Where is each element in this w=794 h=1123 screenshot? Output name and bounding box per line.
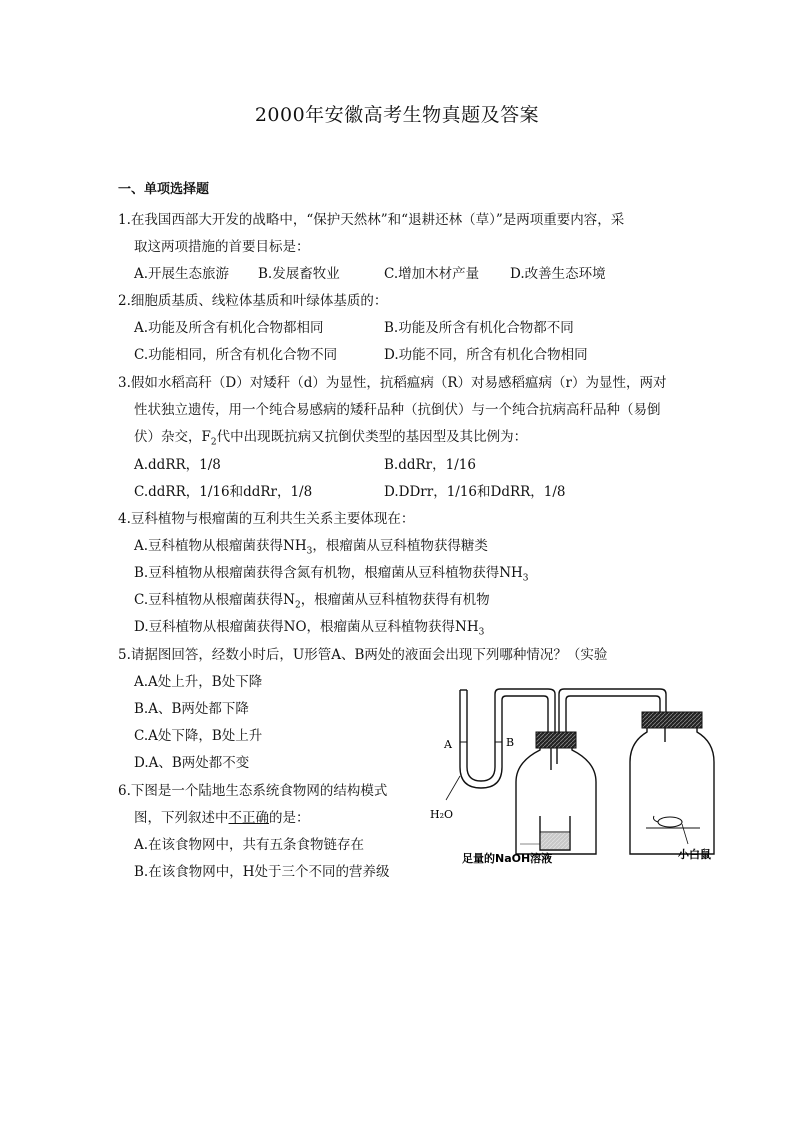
q3-option-a: A.ddRR，1/8: [134, 457, 221, 473]
right-bottle: [630, 726, 714, 854]
q3-stem-line2: 性状独立遗传，用一个纯合易感病的矮秆品种（抗倒伏）与一个纯合抗病高秆品种（易倒: [134, 402, 661, 418]
q6-stem-line1: 6.下图是一个陆地生态系统食物网的结构模式: [118, 783, 388, 799]
mouse-icon: [658, 817, 682, 827]
q2-stem: 2.细胞质基质、线粒体基质和叶绿体基质的：: [118, 293, 388, 309]
u-tube-outer: [460, 690, 502, 788]
q1-option-a: A.开展生态旅游: [134, 266, 230, 282]
q3-stem-line1: 3.假如水稻高秆（D）对矮秆（d）为显性，抗稻瘟病（R）对易感稻瘟病（r）为显性，两对: [118, 375, 667, 391]
q5-option-b: B.A、B两处都下降: [134, 701, 249, 717]
q6-stem-line2: 图，下列叙述中不正确的是：: [134, 810, 310, 826]
q5-option-a: A.A处上升，B处下降: [134, 674, 263, 690]
experiment-apparatus-figure: [420, 682, 730, 872]
label-naoh: 足量的NaOH溶液: [462, 852, 553, 865]
q4-option-a: A.豆科植物从根瘤菌获得$NH_3$，根瘤菌从豆科植物获得糖类: [134, 538, 488, 557]
q4-option-d: D.豆科植物从根瘤菌获得NO，根瘤菌从豆科植物获得$NH_3$: [134, 619, 485, 638]
q3-option-c: C.ddRR，1/16和ddRr，1/8: [134, 484, 313, 500]
q3-option-d: D.DDrr，1/16和DdRR，1/8: [384, 484, 566, 500]
section-heading: 一、单项选择题: [118, 182, 210, 197]
q1-stem-line2: 取这两项措施的首要目标是：: [134, 239, 310, 255]
q5-option-d: D.A、B两处都不变: [134, 755, 250, 771]
label-a: A: [444, 738, 452, 751]
q1-option-d: D.改善生态环境: [510, 266, 606, 282]
label-b: B: [506, 736, 515, 749]
q3-option-b: B.ddRr，1/16: [384, 457, 476, 473]
q2-option-a: A.功能及所含有机化合物都相同: [134, 320, 324, 336]
q1-stem-line1: 1.在我国西部大开发的战略中，“保护天然林”和“退耕还林（草）”是两项重要内容，采: [118, 212, 625, 228]
right-stopper: [642, 712, 702, 728]
q4-option-b: B.豆科植物从根瘤菌获得含氮有机物，根瘤菌从豆科植物获得$NH_3$: [134, 565, 529, 584]
q2-option-d: D.功能不同，所含有机化合物相同: [384, 347, 588, 363]
q4-stem: 4.豆科植物与根瘤菌的互利共生关系主要体现在：: [118, 511, 415, 527]
q2-option-c: C.功能相同，所含有机化合物不同: [134, 347, 338, 363]
left-stopper: [536, 732, 576, 748]
u-tube-inner: [467, 690, 495, 781]
q1-option-b: B.发展畜牧业: [258, 266, 340, 282]
label-water: H₂O: [430, 808, 454, 821]
q5-option-c: C.A处下降，B处上升: [134, 728, 263, 744]
q5-stem: 5.请据图回答，经数小时后，U形管A、B两处的液面会出现下列哪种情况？（实验: [118, 647, 608, 663]
q4-option-c: C.豆科植物从根瘤菌获得$N_2$，根瘤菌从豆科植物获得有机物: [134, 592, 490, 611]
q3-stem-line3: 伏）杂交，$F_2$代中出现既抗病又抗倒伏类型的基因型及其比例为：: [134, 429, 528, 448]
q6-option-a: A.在该食物网中，共有五条食物链存在: [134, 837, 365, 853]
label-mouse: 小白鼠: [678, 848, 711, 861]
q2-option-b: B.功能及所含有机化合物都不同: [384, 320, 574, 336]
page-title: 2000年安徽高考生物真题及答案: [254, 104, 540, 126]
q1-option-c: C.增加木材产量: [384, 266, 480, 282]
q6-option-b: B.在该食物网中，H处于三个不同的营养级: [134, 864, 390, 880]
q6-underlined-word: 不正确: [228, 810, 269, 826]
